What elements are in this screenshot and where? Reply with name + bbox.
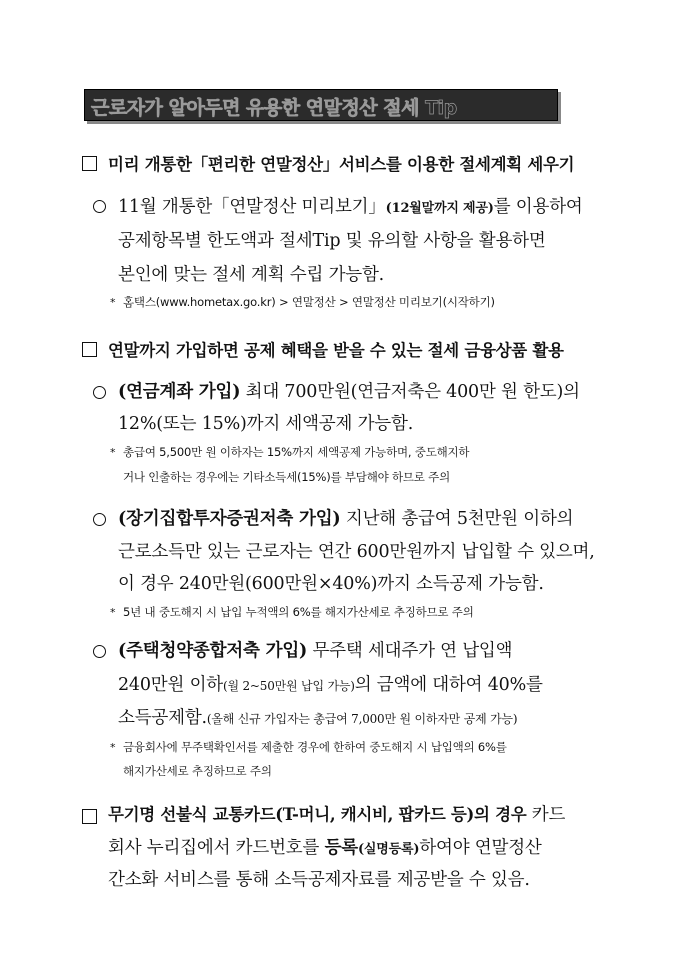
section-2-item-3-line-1 xyxy=(118,637,512,662)
section-2-note-3-line-1: 금융회사에 무주택확인서를 제출한 경우에 한하여 중도해지 시 납입액의 6%를 xyxy=(123,740,507,754)
text-run: 하여야 연말정산 xyxy=(419,838,542,858)
text-run: 지난해 총급여 5천만원 이하의 xyxy=(340,509,574,529)
text-run: (연금계좌 가입) xyxy=(118,382,241,402)
section-1-heading: 미리 개통한「편리한 연말정산」서비스를 이용한 절세계획 세우기 xyxy=(108,155,575,174)
square-bullet-icon xyxy=(82,809,97,824)
asterisk-icon: * xyxy=(110,446,116,459)
text-run: 소득공제함. xyxy=(118,708,207,728)
text-run: 등록 xyxy=(324,838,358,858)
text-run: (올해 신규 가입자는 총급여 7,000만 원 이하자만 공제 가능) xyxy=(206,712,518,726)
section-2-item-1-line-2: 12%(또는 15%)까지 세액공제 가능함. xyxy=(118,414,414,434)
section-2-item-3-line-2 xyxy=(118,671,543,696)
text-run: 의 금액에 대하여 40%를 xyxy=(354,675,543,695)
text-run: 회사 누리집에서 카드번호를 xyxy=(108,838,325,858)
section-1-item-1-line-3: 본인에 맞는 절세 계획 수립 가능함. xyxy=(118,265,385,285)
section-2-note-2: 5년 내 중도해지 시 납입 누적액의 6%를 해지가산세로 추징하므로 주의 xyxy=(123,605,474,619)
circle-bullet-icon xyxy=(93,513,106,526)
section-2-item-2-line-2: 근로소득만 있는 근로자는 연간 600만원까지 납입할 수 있으며, xyxy=(118,542,595,562)
section-2-item-2-line-1 xyxy=(118,505,573,530)
asterisk-icon: * xyxy=(110,296,116,309)
asterisk-icon: * xyxy=(110,606,116,619)
section-1-item-1-line-2: 공제항목별 한도액과 절세Tip 및 유의할 사항을 활용하면 xyxy=(118,231,546,251)
section-2-note-1-line-1: 총급여 5,500만 원 이하자는 15%까지 세액공제 가능하며, 중도해지하 xyxy=(123,445,470,459)
page-title: 근로자가 알아두면 유용한 연말정산 절세 Tip xyxy=(91,97,457,119)
section-3-line-2 xyxy=(108,834,542,859)
text-run: (실명등록) xyxy=(357,842,420,857)
section-3-line-1 xyxy=(108,801,565,826)
section-2-item-1-line-1 xyxy=(118,378,580,403)
square-bullet-icon xyxy=(82,342,97,357)
text-run: 를 이용하여 xyxy=(493,197,583,217)
circle-bullet-icon xyxy=(93,386,106,399)
text-run: 240만원 이하 xyxy=(118,675,223,695)
section-3-line-3: 간소화 서비스를 통해 소득공제자료를 제공받을 수 있음. xyxy=(108,870,530,890)
text-run: (주택청약종합저축 가입) xyxy=(118,641,308,661)
circle-bullet-icon xyxy=(93,200,106,213)
asterisk-icon: * xyxy=(110,741,116,754)
text-run: (장기집합투자증권저축 가입) xyxy=(118,509,341,529)
text-run: 카드 xyxy=(526,805,566,825)
section-1-item-1-line-1 xyxy=(118,193,583,218)
text-run: 무기명 선불식 교통카드(T-머니, 캐시비, 팝카드 등)의 경우 xyxy=(108,805,527,824)
text-run: 11월 개통한「연말정산 미리보기」 xyxy=(118,197,386,217)
text-run: 무주택 세대주가 연 납입액 xyxy=(307,641,513,661)
text-run: (월 2~50만원 납입 가능) xyxy=(223,679,355,693)
section-2-note-3-line-2: 해지가산세로 추징하므로 주의 xyxy=(123,764,272,778)
text-run: (12월말까지 제공) xyxy=(385,201,494,216)
title-banner xyxy=(84,89,558,121)
square-bullet-icon xyxy=(82,156,97,171)
section-2-item-2-line-3: 이 경우 240만원(600만원×40%)까지 소득공제 가능함. xyxy=(118,574,544,594)
section-2-note-1-line-2: 거나 인출하는 경우에는 기타소득세(15%)를 부담해야 하므로 주의 xyxy=(123,470,450,484)
text-run: 최대 700만원(연금저축은 400만 원 한도)의 xyxy=(240,382,580,402)
section-1-note: 홈택스(www.hometax.go.kr) > 연말정산 > 연말정산 미리보기(시작하기) xyxy=(123,295,495,309)
circle-bullet-icon xyxy=(93,645,106,658)
section-2-item-3-line-3 xyxy=(118,704,517,729)
section-2-heading: 연말까지 가입하면 공제 혜택을 받을 수 있는 절세 금융상품 활용 xyxy=(108,341,564,360)
